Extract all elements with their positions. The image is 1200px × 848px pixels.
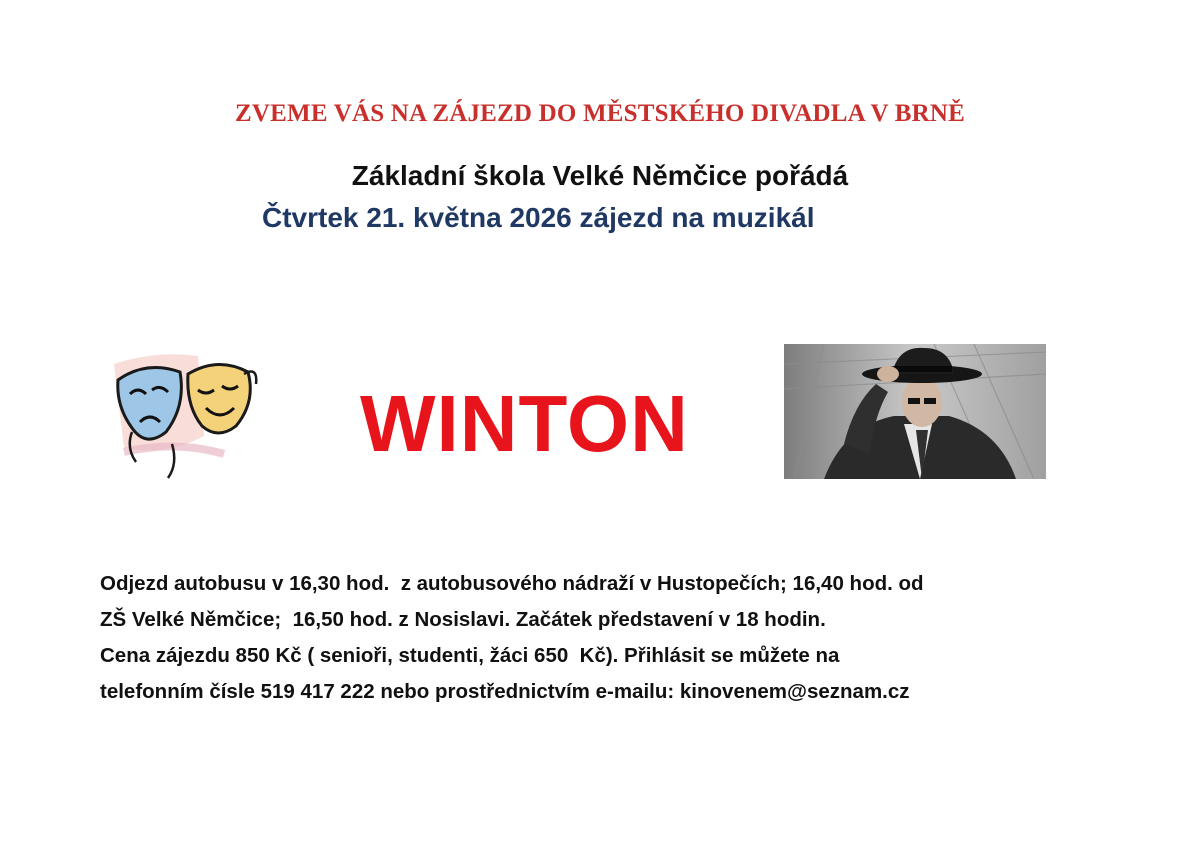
- man-in-fedora-photo: [784, 344, 1046, 479]
- invitation-headline: ZVEME VÁS NA ZÁJEZD DO MĚSTSKÉHO DIVADLA V BRNĚ: [235, 100, 965, 127]
- theater-masks-icon: [106, 344, 262, 484]
- trip-details-line: telefonním čísle 519 417 222 nebo prostřednictvím e-mailu: kinovenem@seznam.cz: [100, 680, 910, 703]
- trip-details-line: Odjezd autobusu v 16,30 hod. z autobusového nádraží v Hustopečích; 16,40 hod. od: [100, 572, 924, 595]
- organizer-line: Základní škola Velké Němčice pořádá: [351, 160, 849, 191]
- event-date-line: Čtvrtek 21. května 2026 zájezd na muzikál: [262, 202, 815, 233]
- trip-details-line: ZŠ Velké Němčice; 16,50 hod. z Nosislavi. Začátek představení v 18 hodin.: [100, 608, 826, 631]
- musical-title: WINTON: [360, 379, 689, 468]
- trip-details-line: Cena zájezdu 850 Kč ( senioři, studenti, žáci 650 Kč). Přihlásit se můžete na: [100, 644, 840, 667]
- trip-details: [100, 566, 1120, 710]
